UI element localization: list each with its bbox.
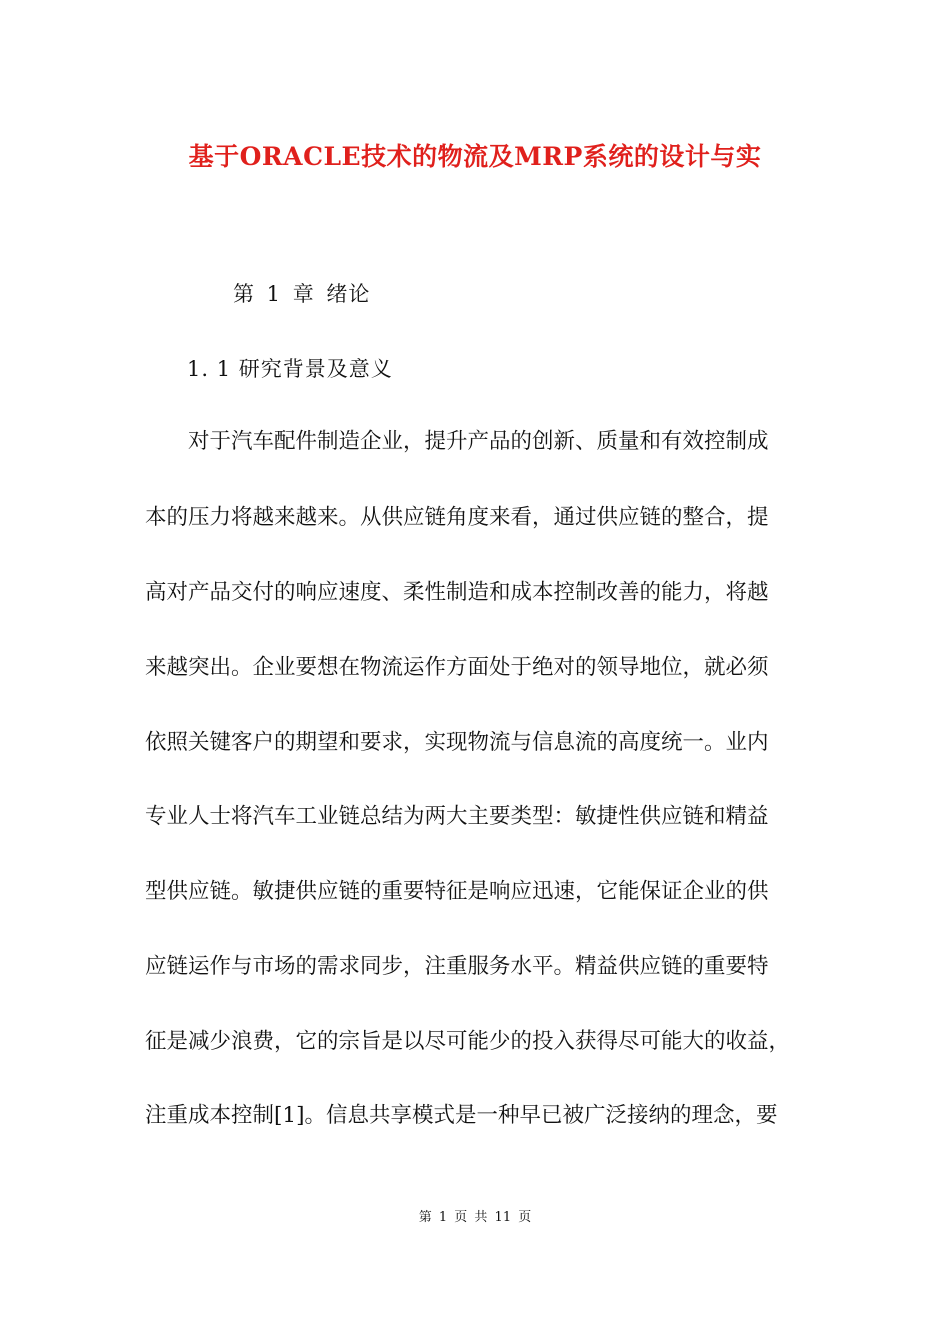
body-line: 本的压力将越来越来。从供应链角度来看，通过供应链的整合，提 <box>145 505 769 530</box>
section-heading: 1. 1 研究背景及意义 <box>187 357 393 381</box>
body-line: 对于汽车配件制造企业，提升产品的创新、质量和有效控制成 <box>145 429 769 454</box>
body-line: 依照关键客户的期望和要求，实现物流与信息流的高度统一。业内 <box>145 730 769 755</box>
body-line: 来越突出。企业要想在物流运作方面处于绝对的领导地位，就必须 <box>145 655 769 680</box>
chapter-heading: 第 1 章 绪论 <box>233 282 371 306</box>
body-line: 高对产品交付的响应速度、柔性制造和成本控制改善的能力，将越 <box>145 580 769 605</box>
body-line: 征是减少浪费，它的宗旨是以尽可能少的投入获得尽可能大的收益， <box>145 1029 791 1054</box>
body-line: 专业人士将汽车工业链总结为两大主要类型：敏捷性供应链和精益 <box>145 804 769 829</box>
body-line: 型供应链。敏捷供应链的重要特征是响应迅速，它能保证企业的供 <box>145 879 769 904</box>
page-footer: 第 1 页 共 11 页 <box>418 1210 532 1225</box>
body-line: 注重成本控制[1]。信息共享模式是一种早已被广泛接纳的理念，要 <box>145 1103 778 1128</box>
document-title: 基于ORACLE技术的物流及MRP系统的设计与实 <box>188 142 762 171</box>
body-line: 应链运作与市场的需求同步，注重服务水平。精益供应链的重要特 <box>145 954 769 979</box>
